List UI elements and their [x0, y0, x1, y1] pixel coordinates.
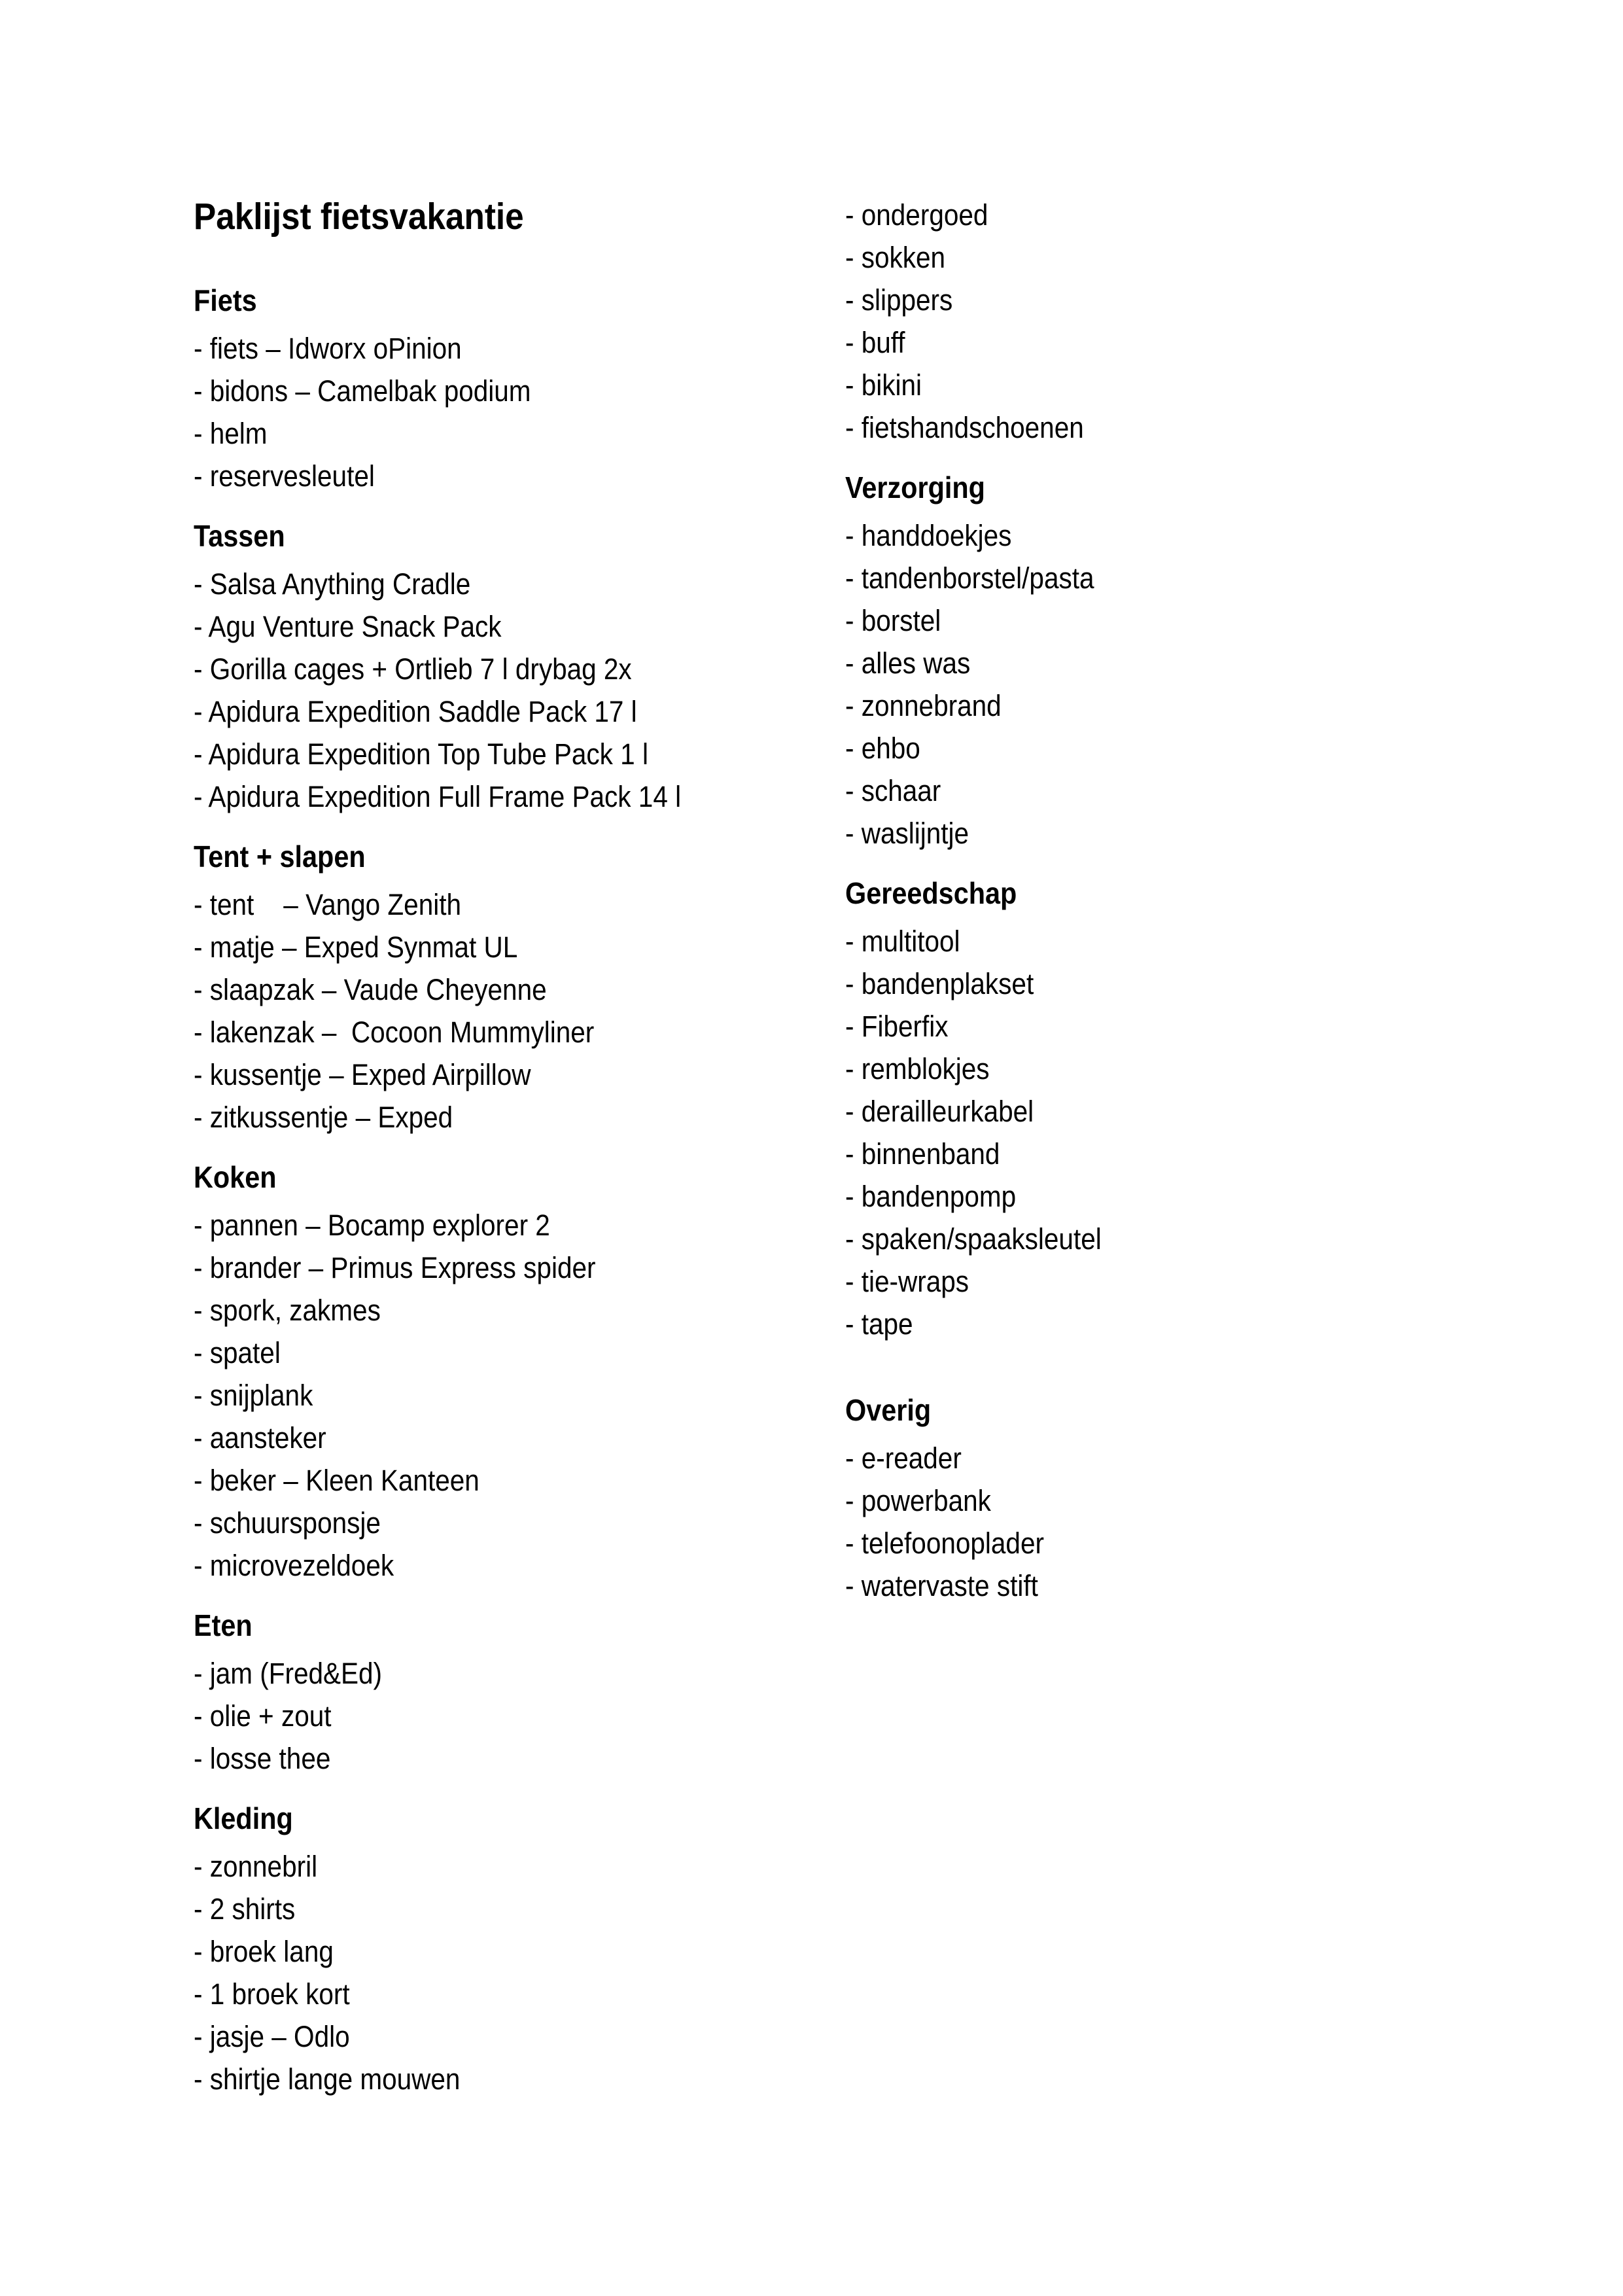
- section-heading-text: Eten: [194, 1608, 253, 1642]
- list-item: - tape: [845, 1307, 913, 1341]
- section-heading: [194, 1604, 838, 1647]
- list-item: - broek lang: [194, 1935, 334, 1968]
- list-item: - watervaste stift: [845, 1569, 1038, 1602]
- list-item: - remblokjes: [845, 1052, 990, 1086]
- section-verzorging: [845, 466, 1486, 855]
- section-heading: [194, 1156, 838, 1199]
- list-item: - zonnebril: [194, 1850, 318, 1883]
- section-heading-text: Kleding: [194, 1801, 293, 1835]
- list-item: - Gorilla cages + Ortlieb 7 l drybag 2x: [194, 652, 632, 686]
- list-item: - buff: [845, 326, 905, 359]
- list-item: - olie + zout: [194, 1699, 332, 1733]
- list-item: - snijplank: [194, 1379, 313, 1412]
- section-gereedschap: [845, 872, 1486, 1345]
- page-title-text: Paklijst fietsvakantie: [194, 196, 524, 238]
- list-item: - aansteker: [194, 1421, 326, 1455]
- list-item: - borstel: [845, 604, 941, 637]
- list-item: - fietshandschoenen: [845, 411, 1084, 444]
- list-item: - multitool: [845, 925, 960, 958]
- list-item: - powerbank: [845, 1484, 991, 1517]
- section-heading-text: Tassen: [194, 519, 285, 553]
- section-heading-text: Koken: [194, 1160, 277, 1194]
- list-item: - reservesleutel: [194, 459, 375, 493]
- list-item: - jam (Fred&Ed): [194, 1657, 383, 1690]
- section-heading-text: Gereedschap: [845, 876, 1017, 910]
- list-item: - e-reader: [845, 1441, 962, 1475]
- list-item: - Fiberfix: [845, 1010, 949, 1043]
- left-column: [194, 195, 838, 2100]
- section-koken: [194, 1156, 838, 1587]
- section-heading-text: Fiets: [194, 283, 257, 317]
- list-item: - bikini: [845, 368, 922, 402]
- list-item: - waslijntje: [845, 817, 969, 850]
- kleding-continuation-items: [845, 194, 1486, 449]
- list-item: - 1 broek kort: [194, 1977, 350, 2011]
- section-heading-text: Verzorging: [845, 470, 985, 504]
- list-item: - telefoonoplader: [845, 1527, 1044, 1560]
- list-item: - slaapzak – Vaude Cheyenne: [194, 973, 547, 1006]
- list-item: - microvezeldoek: [194, 1549, 394, 1582]
- section-fiets: [194, 279, 838, 497]
- list-item: - tent – Vango Zenith: [194, 888, 462, 921]
- section-tassen: [194, 514, 838, 818]
- list-item: - Apidura Expedition Saddle Pack 17 l: [194, 695, 637, 728]
- section-heading: [194, 1797, 838, 1840]
- list-item: - tie-wraps: [845, 1265, 969, 1298]
- section-eten: [194, 1604, 838, 1780]
- list-item: - matje – Exped Synmat UL: [194, 930, 518, 964]
- section-kleding: [194, 1797, 838, 2100]
- list-item: - spaken/spaaksleutel: [845, 1222, 1102, 1256]
- list-item: - slippers: [845, 283, 953, 317]
- list-item: - zonnebrand: [845, 689, 1002, 722]
- list-item: - Agu Venture Snack Pack: [194, 610, 502, 643]
- list-item: - shirtje lange mouwen: [194, 2062, 461, 2096]
- section-heading: [194, 279, 838, 322]
- section-heading: [194, 835, 838, 878]
- section-heading: [845, 1388, 1486, 1432]
- list-item: - 2 shirts: [194, 1892, 296, 1926]
- list-item: - spork, zakmes: [194, 1294, 381, 1327]
- page-title: [194, 195, 838, 238]
- list-item: - spatel: [194, 1336, 281, 1369]
- list-item: - kussentje – Exped Airpillow: [194, 1058, 531, 1091]
- section-heading-text: Overig: [845, 1393, 932, 1427]
- list-item: - losse thee: [194, 1742, 331, 1775]
- list-item: - handdoekjes: [845, 519, 1012, 552]
- list-item: - binnenband: [845, 1137, 1000, 1171]
- list-item: - Apidura Expedition Top Tube Pack 1 l: [194, 737, 648, 771]
- list-item: - ondergoed: [845, 198, 988, 232]
- list-item: - sokken: [845, 241, 946, 274]
- list-item: - schuursponsje: [194, 1506, 381, 1540]
- section-tent-slapen: [194, 835, 838, 1139]
- list-item: - schaar: [845, 774, 941, 807]
- list-item: - bandenplakset: [845, 967, 1034, 1000]
- section-overig: [845, 1388, 1486, 1607]
- section-heading-text: Tent + slapen: [194, 839, 366, 874]
- section-heading: [194, 514, 838, 557]
- section-heading: [845, 872, 1486, 915]
- right-column: [845, 194, 1486, 1607]
- list-item: - Apidura Expedition Full Frame Pack 14 l: [194, 780, 682, 813]
- list-item: - jasje – Odlo: [194, 2020, 350, 2053]
- list-item: - bidons – Camelbak podium: [194, 374, 531, 408]
- list-item: - alles was: [845, 646, 971, 680]
- list-item: - helm: [194, 417, 268, 450]
- section-heading: [845, 466, 1486, 509]
- list-item: - Salsa Anything Cradle: [194, 567, 471, 601]
- list-item: - ehbo: [845, 732, 920, 765]
- list-item: - lakenzak – Cocoon Mummyliner: [194, 1016, 595, 1049]
- list-item: - tandenborstel/pasta: [845, 561, 1094, 595]
- list-item: - derailleurkabel: [845, 1095, 1034, 1128]
- list-item: - beker – Kleen Kanteen: [194, 1464, 480, 1497]
- list-item: - zitkussentje – Exped: [194, 1101, 453, 1134]
- list-item: - brander – Primus Express spider: [194, 1251, 596, 1284]
- list-item: - bandenpomp: [845, 1180, 1017, 1213]
- list-item: - fiets – Idworx oPinion: [194, 332, 462, 365]
- list-item: - pannen – Bocamp explorer 2: [194, 1209, 550, 1242]
